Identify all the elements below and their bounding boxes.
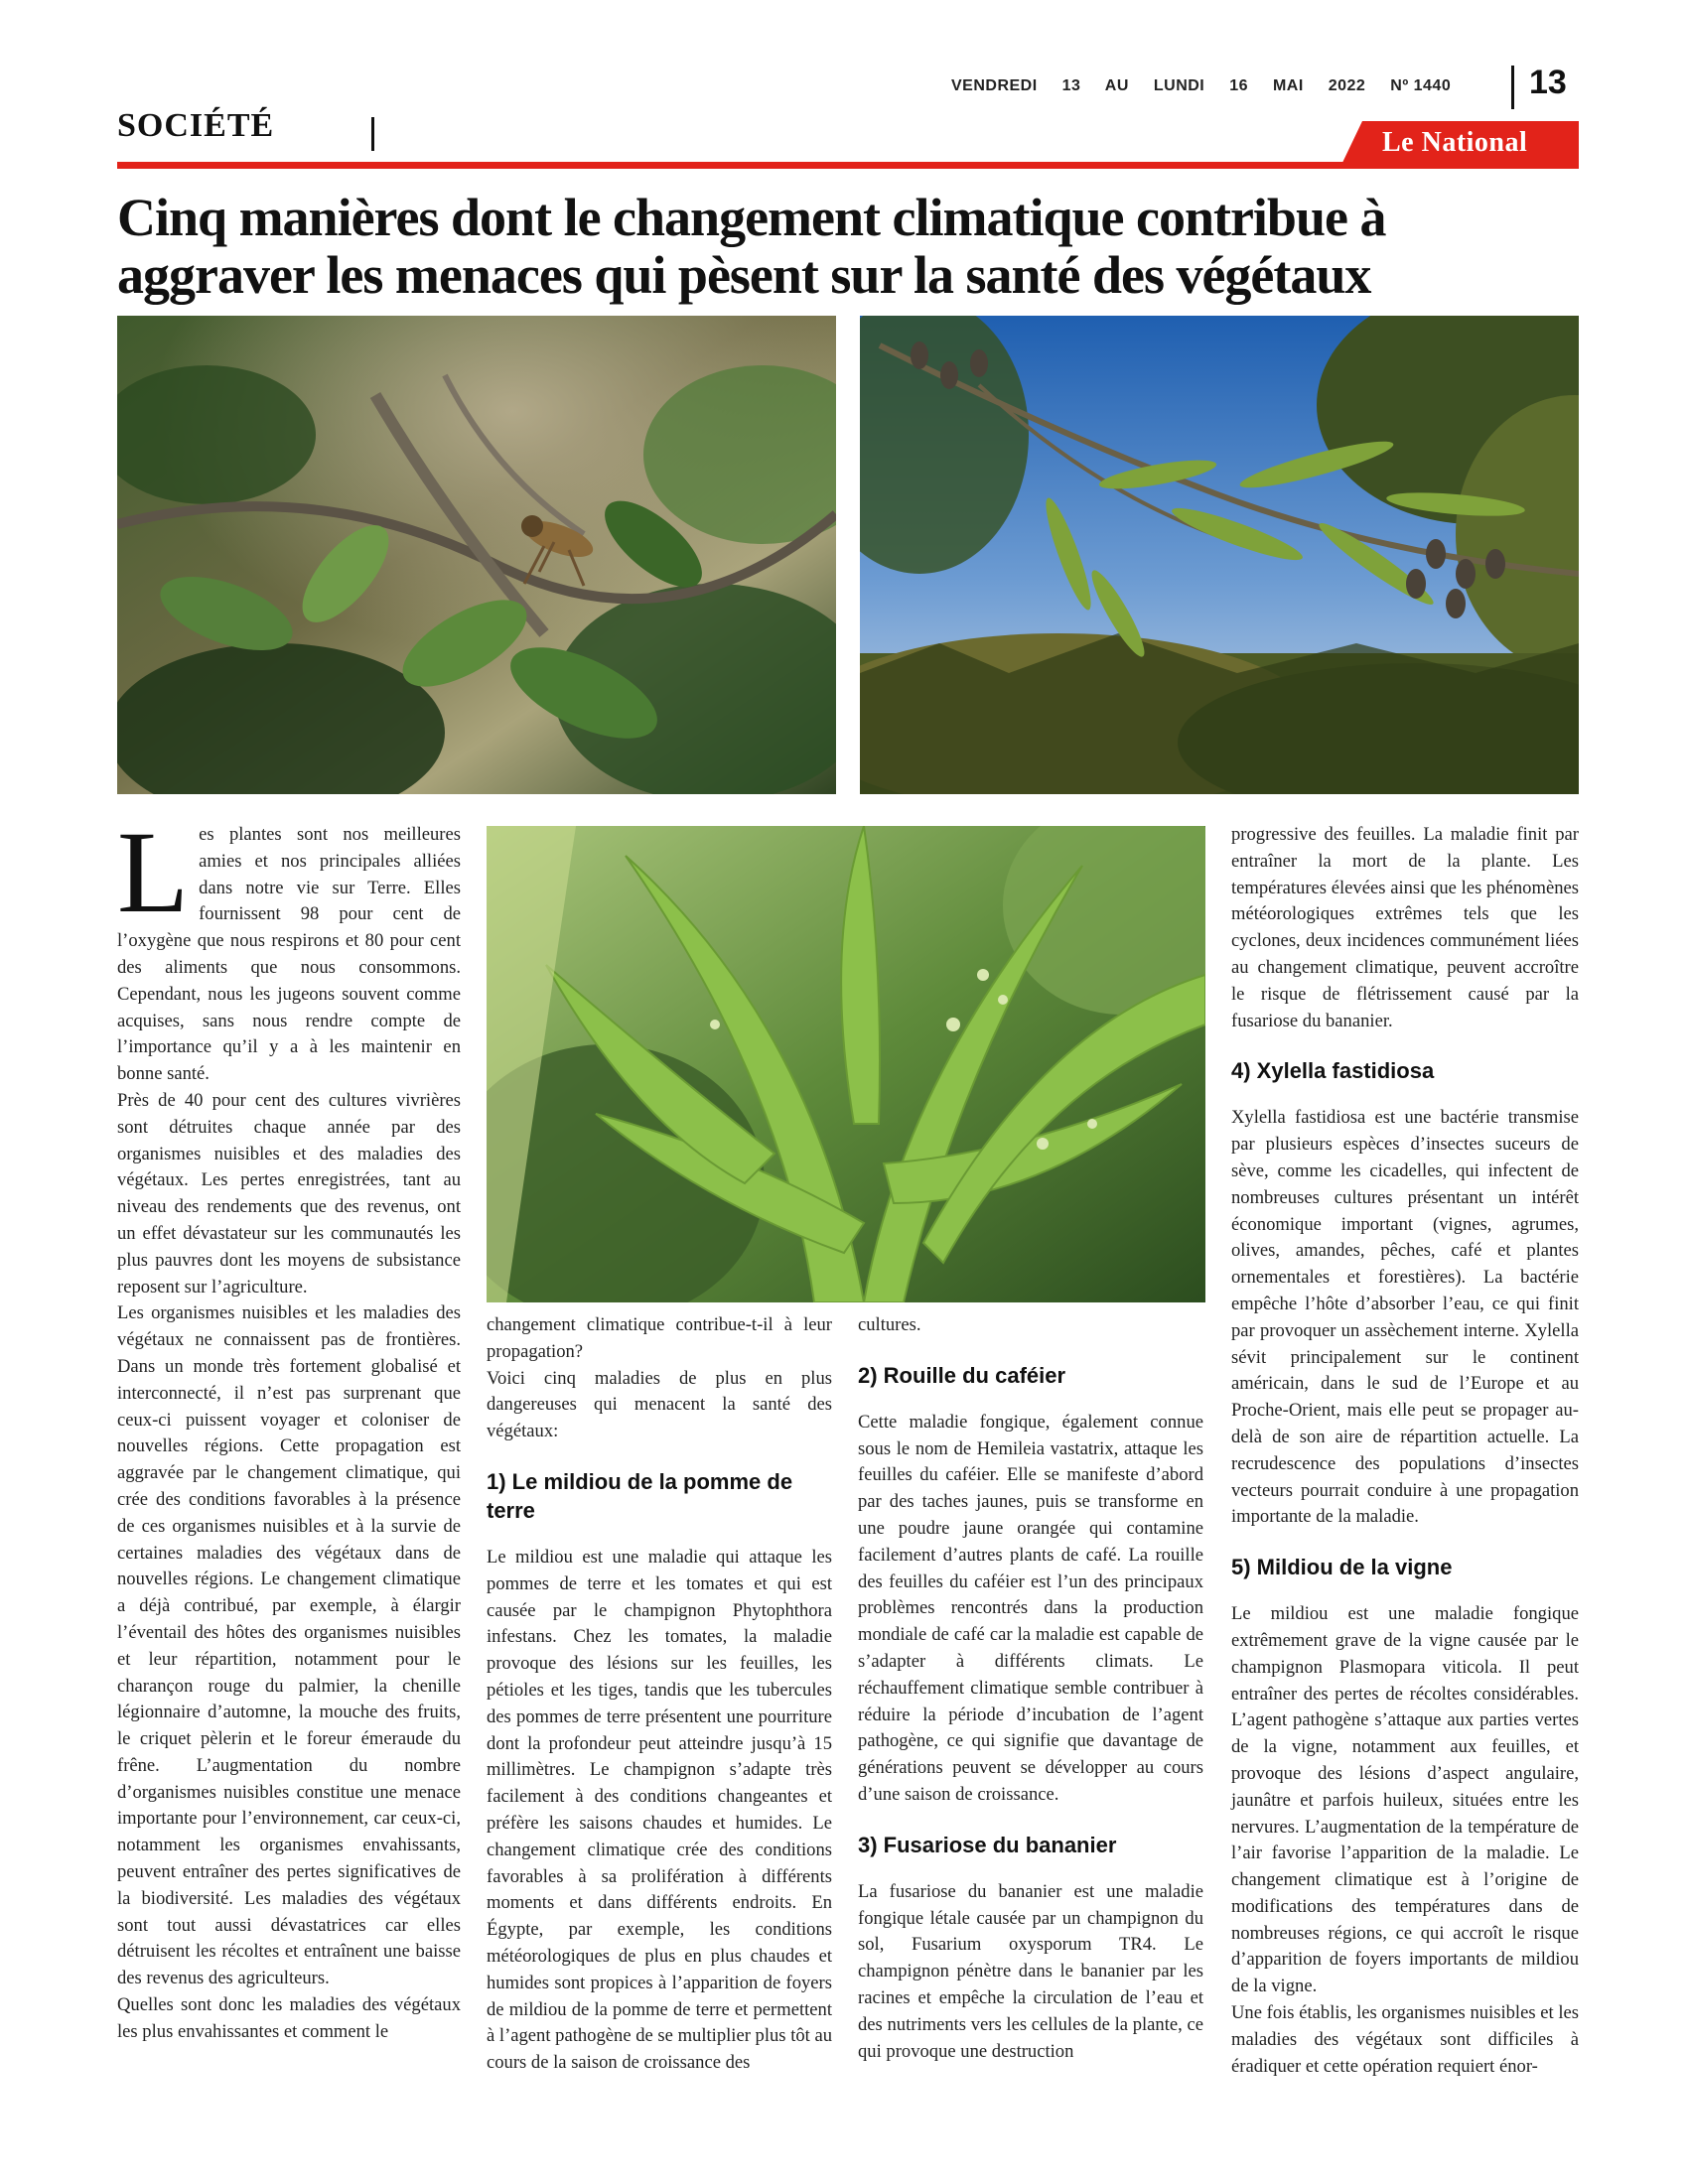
article-paragraph: Le mildiou est une maladie fongique extrêmement grave de la vigne causée par le champignon Plasmopara viticola. Il peut entraîner des pertes de récoltes considérables. L’agent pathogène s’attaque aux parties vertes de la vigne, notamment aux feuilles, et provoque des lésions d’aspect angulaire, jaunâtre et parfois huileux, situées entre les nervures. L’augmentation de la température de l’air favorise l’apparition de la maladie. Le changement climatique est à l’origine de modifications des températures dans de nombreuses régions, ce qui accroît le risque d’apparition de foyers importants de mildiou de la vigne. — [1231, 1603, 1579, 1997]
dateline — [951, 77, 1471, 95]
article-paragraph: Près de 40 pour cent des cultures vivrières sont détruites chaque année par des organismes nuisibles et des maladies des végétaux. Les pertes enregistrées, tant au niveau des rendements que des revenus, ont un effet dévastateur sur les communautés les plus pauvres dont les moyens de subsistance reposent sur l’agriculture. — [117, 1089, 461, 1297]
article-paragraph: La fusariose du bananier est une maladie fongique létale causée par un champignon du sol, Fusarium oxysporum TR4. Le champignon pénètre dans le bananier par les racines et empêche la circulation de l’eau et des nutriments vers les cellules de la plante, ce qui provoque une destruction — [858, 1880, 1203, 2062]
article-column-4 — [1231, 822, 1579, 2080]
article-column-3 — [858, 1312, 1203, 2065]
drop-cap: L — [117, 807, 190, 937]
article-paragraph: cultures. — [858, 1314, 921, 1335]
grasshopper-on-branch-photo — [117, 316, 836, 794]
date-month: MAI — [1272, 77, 1304, 94]
article-column-2 — [487, 1312, 832, 2077]
subheading-vine-mildew: 5) Mildiou de la vigne — [1231, 1555, 1453, 1580]
subheading-xylella: 4) Xylella fastidiosa — [1231, 1058, 1435, 1084]
article-column-1 — [117, 807, 461, 2046]
article-intro-paragraph — [117, 807, 461, 1088]
section-divider — [371, 117, 374, 151]
article-paragraph: Les organismes nuisibles et les maladies des végétaux ne connaissent pas de frontières. Dans un monde très fortement globalisé et interconnecté, il n’est pas surprenant que ceux-ci puissent voyager et coloniser de nouvelles régions. Cette propagation est aggravée par le changement climatique, qui crée des conditions favorables à la présence de ces organismes nuisibles et à la survie de certaines maladies des végétaux dans de nouvelles régions. Le changement climatique a déjà contribué, par exemple, à élargir l’éventail des hôtes des organismes nuisibles et leur répartition, notamment pour le charançon rouge du palmier, la chenille légionnaire d’automne, la mouche des fruits, le criquet pèlerin et le foreur émeraude du frêne. L’augmentation du nombre d’organismes nuisibles constitue une menace importante pour l’environnement, car ceux-ci, notamment les organismes envahissants, peuvent entraîner des pertes significatives de la biodiversité. Les maladies des végétaux sont tout aussi dévastatrices car elles détruisent les récoltes et entraînent une baisse des revenus des agriculteurs. — [117, 1302, 461, 1989]
subheading-potato-blight: 1) Le mildiou de la pomme de terre — [487, 1468, 793, 1523]
brand-name: Le National — [1382, 127, 1528, 158]
headline: Cinq manières dont le changement climatique contribue à aggraver les menaces qui pèsent sur la santé des végétaux — [117, 188, 1386, 305]
date-day-name: VENDREDI — [951, 77, 1038, 94]
subheading-coffee-rust: 2) Rouille du caféier — [858, 1362, 1066, 1388]
page-number: 13 — [1529, 64, 1567, 101]
article-paragraph: Voici cinq maladies de plus en plus dangereuses qui menacent la santé des végétaux: — [487, 1367, 832, 1442]
page-number-divider — [1511, 66, 1514, 109]
subheading-banana-fusarium: 3) Fusariose du bananier — [858, 1832, 1117, 1857]
damaged-maize-leaves-photo — [487, 826, 1205, 1302]
article-paragraph: Cette maladie fongique, également connue sous le nom de Hemileia vastatrix, attaque les feuilles du caféier. Elle se manifeste d’abord par des taches jaunes, puis se transforme en une poudre jaune orangée qui contamine facilement d’autres plants de café. La rouille des feuilles du caféier est l’un des principaux problèmes rencontrés dans la production mondiale de café car la maladie est capable de s’adapter à différents climats. Le réchauffement climatique semble contribuer à réduire la période d’incubation de l’agent pathogène, ce qui signifie que davantage de générations peuvent se développer au cours d’une saison de croissance. — [858, 1411, 1203, 1805]
date-day-start: 13 — [1061, 77, 1081, 94]
article-paragraph: Le mildiou est une maladie qui attaque les pommes de terre et les tomates et qui est causée par le champignon Phytophthora infestans. Chez les tomates, la maladie provoque des lésions sur les feuilles, les pétioles et les tiges, tandis que les tubercules des pommes de terre présentent une pourriture dont la profondeur peut atteindre jusqu’à 15 millimètres. Le champignon s’adapte très facilement à des conditions changeantes et préfère les saisons chaudes et humides. Le changement climatique crée des conditions favorables à sa prolifération à différents moments et dans différents endroits. En Égypte, par exemple, les conditions météorologiques de plus en plus chaudes et humides sont propices à l’apparition de foyers de mildiou de la pomme de terre et permettent à l’agent pathogène de se multiplier plus tôt au cours de la saison de croissance des — [487, 1546, 833, 2074]
date-day-end: 16 — [1229, 77, 1248, 94]
article-paragraph: Une fois établis, les organismes nuisibles et les maladies des végétaux sont difficiles à éradiquer et cette opération requiert énor- — [1231, 2002, 1579, 2077]
date-au: AU — [1104, 77, 1129, 94]
date-day-name-end: LUNDI — [1153, 77, 1205, 94]
header-rule — [117, 162, 1579, 169]
olive-branch-photo — [860, 316, 1579, 794]
date-year: 2022 — [1328, 77, 1366, 94]
issue-number: Nº 1440 — [1390, 77, 1452, 94]
article-paragraph: Xylella fastidiosa est une bactérie transmise par plusieurs espèces d’insectes suceurs de sève, comme les cicadelles, qui infectent de nombreuses cultures présentant un intérêt économique important (vignes, agrumes, olives, amandes, pêches, café et plantes ornementales et forestières). La bactérie empêche l’hôte d’absorber l’eau, ce qui finit par provoquer un assèchement interne. Xylella sévit principalement sur le continent américain, dans le sud de l’Europe et au Proche-Orient, mais elle peut se propager au-delà de son aire de répartition actuelle. La recrudescence des populations d’insectes vecteurs pourrait conduire à une propagation importante de la maladie. — [1231, 1107, 1579, 1528]
article-paragraph: progressive des feuilles. La maladie finit par entraîner la mort de la plante. Les températures élevées ainsi que les phénomènes météorologiques extrêmes tels que les cyclones, deux incidences communément liées au changement climatique, peuvent accroître le risque de flétrissement causé par la fusariose du bananier. — [1231, 824, 1579, 1031]
article-paragraph: Quelles sont donc les maladies des végétaux les plus envahissantes et comment le — [117, 1994, 461, 2042]
section-title: SOCIÉTÉ — [117, 107, 275, 144]
article-paragraph: changement climatique contribue-t-il à leur propagation? — [487, 1314, 832, 1362]
intro-text: es plantes sont nos meilleures amies et nos principales alliées dans notre vie sur Terre. Elles fournissent 98 pour cent de l’oxygène que nous respirons et 80 pour cent des aliments que nous consommons. Cependant, nous les jugeons souvent comme acquises, sans nous rendre compte de l’importance qu’il y a à les maintenir en bonne santé. — [117, 824, 461, 1085]
